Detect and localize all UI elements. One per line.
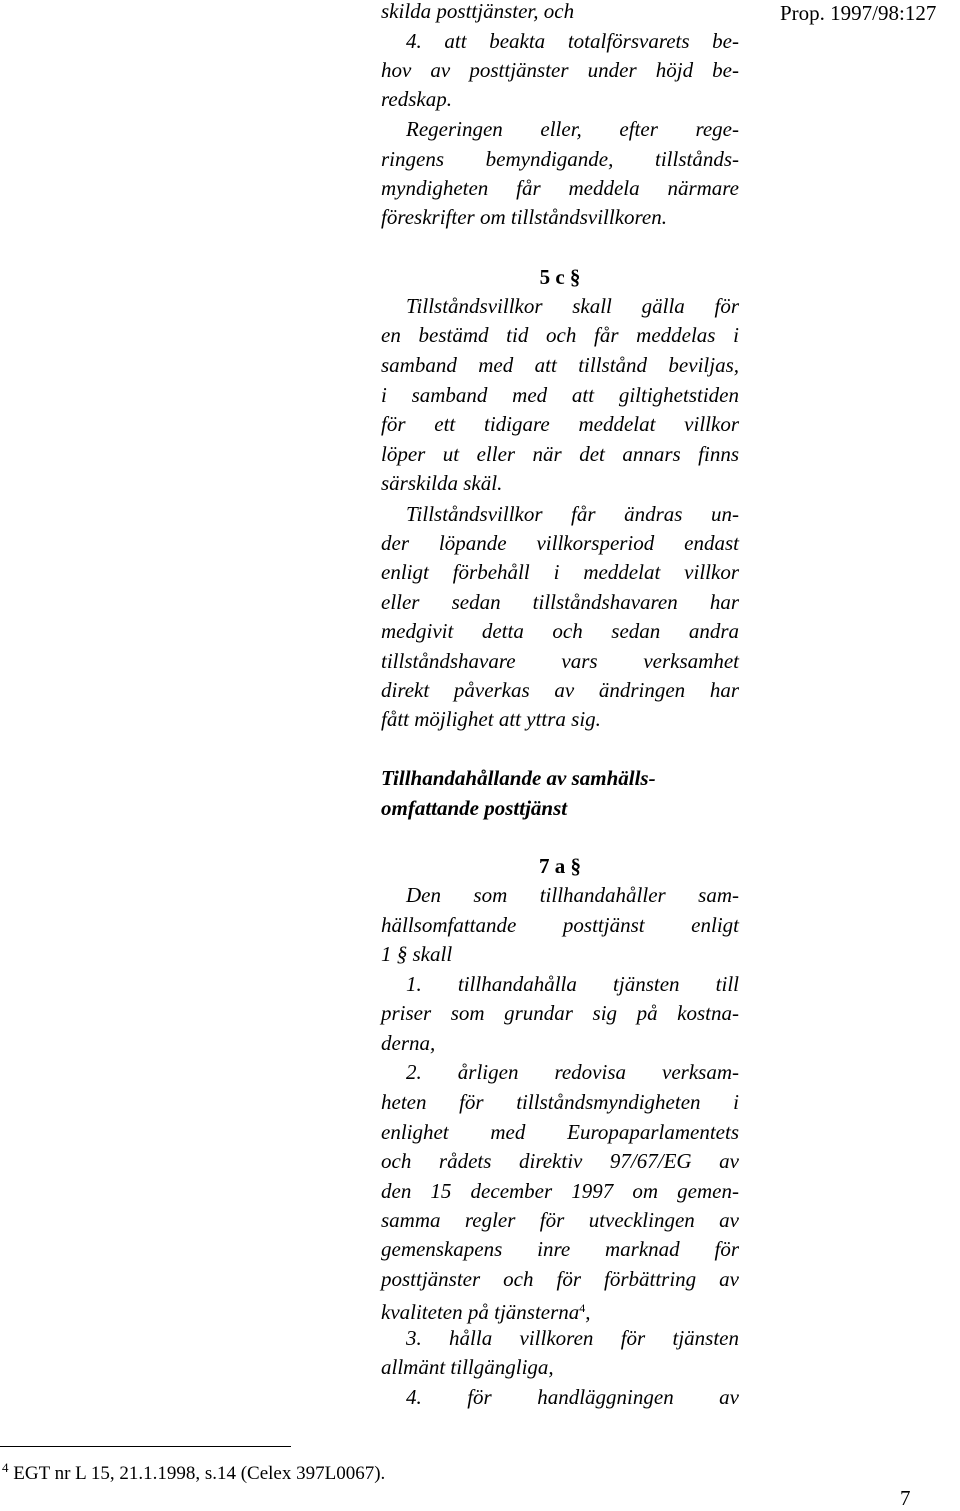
- text-line: hov av posttjänster under höjd be-: [381, 58, 739, 82]
- text-line: löper ut eller när det annars finns: [381, 442, 739, 466]
- text-line: heten för tillståndsmyndigheten i: [381, 1090, 739, 1114]
- text-line: der löpande villkorsperiod endast: [381, 531, 739, 555]
- text-line: priser som grundar sig på kostna-: [381, 1001, 739, 1025]
- text-line: Tillståndsvillkor får ändras un-: [406, 502, 739, 526]
- text-line: 2. årligen redovisa verksam-: [406, 1060, 739, 1084]
- text-line: Tillståndsvillkor skall gälla för: [406, 294, 739, 318]
- footnote-text: EGT nr L 15, 21.1.1998, s.14 (Celex 397L0067).: [13, 1463, 386, 1484]
- text-line: och rådets direktiv 97/67/EG av: [381, 1149, 739, 1173]
- text-line: tillståndshavare vars verksamhet: [381, 649, 739, 673]
- text-line: 3. hålla villkoren för tjänsten: [406, 1326, 739, 1350]
- text-line: samma regler för utvecklingen av: [381, 1208, 739, 1232]
- text-line: fått möjlighet att yttra sig.: [381, 707, 601, 731]
- text-line: föreskrifter om tillståndsvillkoren.: [381, 205, 668, 229]
- text-line: den 15 december 1997 om gemen-: [381, 1179, 739, 1203]
- footnote: [2, 1460, 385, 1485]
- footnote-separator: [0, 1446, 291, 1447]
- page-reference: Prop. 1997/98:127: [780, 1, 937, 25]
- section-title: 5 c §: [539, 265, 581, 289]
- footnote-reference: 4: [579, 1301, 586, 1315]
- text-line: [381, 1294, 739, 1327]
- text-line: ringens bemyndigande, tillstånds-: [381, 147, 739, 171]
- text-line: allmänt tillgängliga,: [381, 1355, 554, 1379]
- page-number: 7: [900, 1486, 911, 1510]
- text-line: myndigheten får meddela närmare: [381, 176, 739, 200]
- text-line: eller sedan tillståndshavaren har: [381, 590, 739, 614]
- text-line: hällsomfattande posttjänst enligt: [381, 913, 739, 937]
- section-heading: Tillhandahållande av samhälls-: [381, 766, 656, 790]
- text-line: 1 § skall: [381, 942, 453, 966]
- text-line: gemenskapens inre marknad för: [381, 1237, 739, 1261]
- text-line: för ett tidigare meddelat villkor: [381, 412, 739, 436]
- text-line: posttjänster och för förbättring av: [381, 1267, 739, 1291]
- line-text: kvaliteten på tjänsterna: [381, 1300, 580, 1324]
- section-title: 7 a §: [539, 854, 581, 878]
- text-line: samband med att tillstånd beviljas,: [381, 353, 739, 377]
- text-line: redskap.: [381, 87, 452, 111]
- text-line: 4. att beakta totalförsvarets be-: [406, 29, 739, 53]
- text-line: 4. för handläggningen av: [406, 1385, 739, 1409]
- text-line: i samband med att giltighetstiden: [381, 383, 739, 407]
- text-line: enlighet med Europaparlamentets: [381, 1120, 739, 1144]
- text-line: en bestämd tid och får meddelas i: [381, 323, 739, 347]
- text-line: Den som tillhandahåller sam-: [406, 883, 739, 907]
- text-line: direkt påverkas av ändringen har: [381, 678, 739, 702]
- text-line: Regeringen eller, efter rege-: [406, 117, 739, 141]
- punctuation: ,: [585, 1300, 591, 1324]
- footnote-marker: 4: [2, 1460, 9, 1475]
- section-heading: omfattande posttjänst: [381, 796, 568, 820]
- text-line: medgivit detta och sedan andra: [381, 619, 739, 643]
- text-line: 1. tillhandahålla tjänsten till: [406, 972, 739, 996]
- text-line: derna,: [381, 1031, 436, 1055]
- text-line: skilda posttjänster, och: [381, 0, 575, 23]
- text-line: särskilda skäl.: [381, 471, 503, 495]
- text-line: enligt förbehåll i meddelat villkor: [381, 560, 739, 584]
